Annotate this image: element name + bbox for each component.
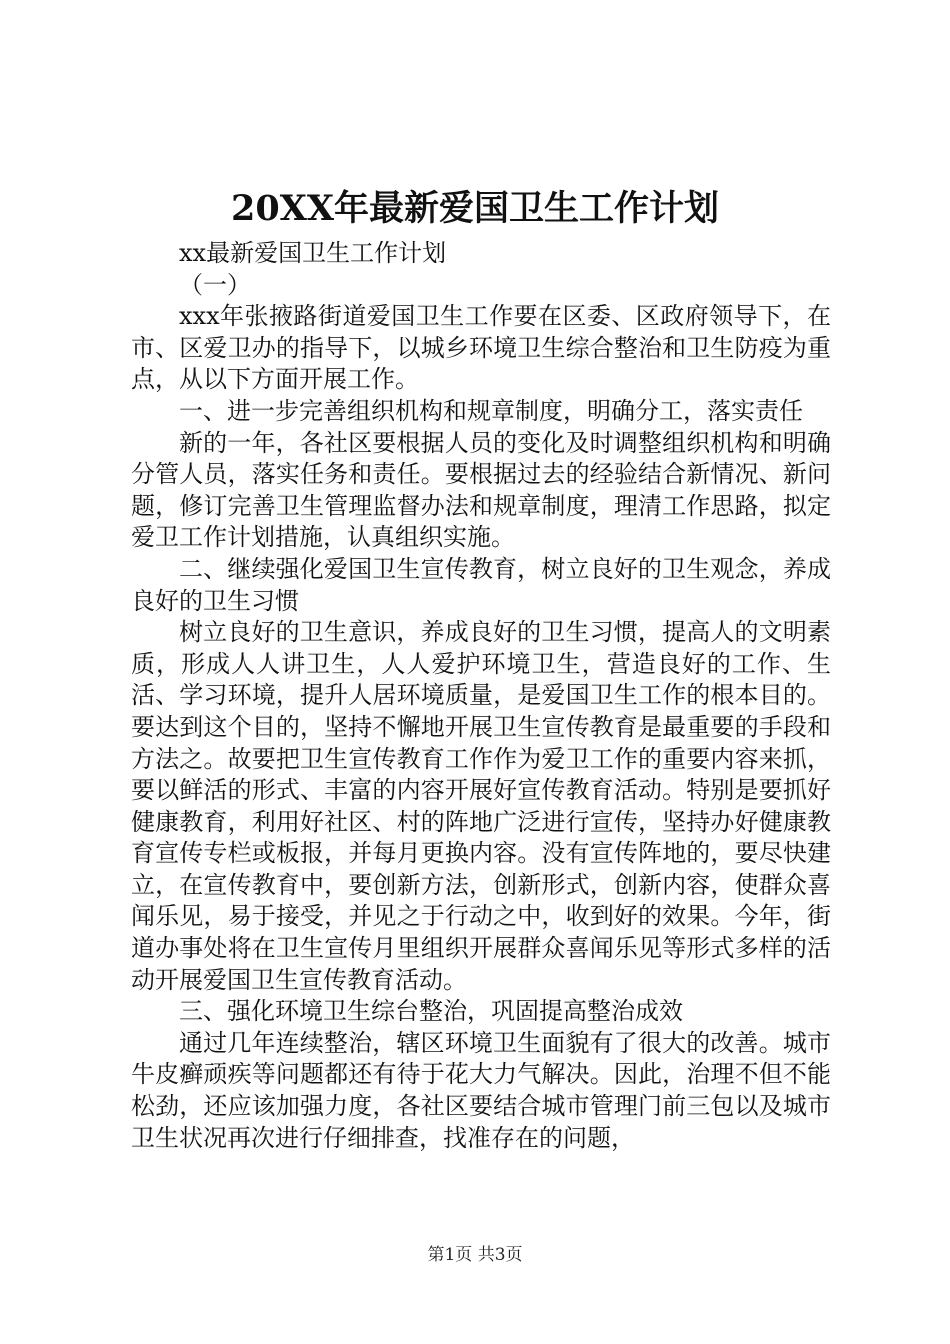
page-footer: 第1页 共3页 (427, 1245, 523, 1265)
paragraph: 树立良好的卫生意识，养成良好的卫生习惯，提高人的文明素质，形成人人讲卫生，人人爱护环境卫生，营造良好的工作、生活、学习环境，提升人居环境质量，是爱国卫生工作的根本目的。要达到这个目的，坚持不懈地开展卫生宣传教育是最重要的手段和方法之。故要把卫生宣传教育工作作为爱卫工作的重要内容来抓，要以鲜活的形式、丰富的内容开展好宣传教育活动。特别是要抓好健康教育，利用好社区、村的阵地广泛进行宣传，坚持办好健康教育宣传专栏或板报，并每月更换内容。没有宣传阵地的，要尽快建立，在宣传教育中，要创新方法，创新形式，创新内容，使群众喜闻乐见，易于接受，并见之于行动之中，收到好的效果。今年，街道办事处将在卫生宣传月里组织开展群众喜闻乐见等形式多样的活动开展爱国卫生宣传教育活动。 (131, 618, 831, 994)
section-number: （一） (179, 270, 251, 299)
heading-3: 三、强化环境卫生综台整治，巩固提高整治成效 (179, 997, 683, 1026)
paragraph: xxx年张掖路街道爱国卫生工作要在区委、区政府领导下，在市、区爱卫办的指导下，以城乡环境卫生综合整治和卫生防疫为重点，从以下方面开展工作。 (131, 302, 831, 394)
paragraph: 新的一年，各社区要根据人员的变化及时调整组织机构和明确分管人员，落实任务和责任。要根据过去的经验结合新情况、新问题，修订完善卫生管理监督办法和规章制度，理清工作思路，拟定爱卫工作计划措施，认真组织实施。 (131, 428, 831, 552)
heading-2: 二、继续强化爱国卫生宣传教育，树立良好的卫生观念，养成良好的卫生习惯 (131, 554, 831, 615)
heading-1: 一、进一步完善组织机构和规章制度，明确分工，落实责任 (179, 396, 803, 425)
document-title: 20XX年最新爱国卫生工作计划 (230, 188, 720, 229)
document-subtitle: xx最新爱国卫生工作计划 (179, 239, 447, 267)
paragraph: 通过几年连续整治，辖区环境卫生面貌有了很大的改善。城市牛皮癣顽疾等问题都还有待于花大力气解决。因此，治理不但不能松劲，还应该加强力度，各社区要结合城市管理门前三包以及城市卫生状况再次进行仔细排查，找准存在的问题， (131, 1028, 831, 1152)
document-body (131, 238, 831, 1154)
